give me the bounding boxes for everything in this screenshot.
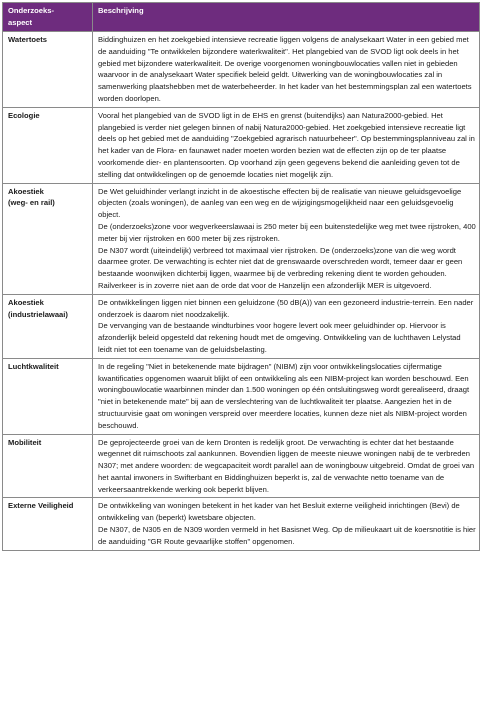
aspect-cell: Ecologie [3,107,93,183]
aspect-cell: Akoestiek (weg- en rail) [3,183,93,294]
description-paragraph: De vervanging van de bestaande windturbines voor hogere levert ook meer geluidhinder op. Hiervoor is afzonderlijk beleid opgesteld dat rekening houdt met de omgeving. Ontwikkeling van de luchthaven Lelystad leidt niet tot een toename van de geluidsbelasting. [98,321,461,354]
description-paragraph: Biddinghuizen en het zoekgebied intensieve recreatie liggen volgens de analysekaart Water in een gebied met de aanduiding "Te ontwikkelen bijzondere waterkwaliteit". Het plangebied van de SVOD ligt ook deels in het gebied met bijzondere waterkwaliteit. De overige voorgenomen woningbouwlocaties vallen niet in gebieden waarvoor in de analysekaart Water specifiek beleid geldt. Uitwerking van de woningbouwlocaties zal in samenwerking plaatshebben met de waterbeheerder. In het kader van het bestemmingsplan zal een watertoets worden doorlopen. [98,35,472,103]
table-row [3,434,480,498]
description-paragraph: De ontwikkelingen liggen niet binnen een geluidzone (50 dB(A)) van een gezoneerd industrie-terrein. Een nader onderzoek is daarom niet noodzakelijk. [98,297,474,319]
description-paragraph: De Wet geluidhinder verlangt inzicht in de akoestische effecten bij de realisatie van nieuwe geluidsgevoelige objecten (zoals woningen), de aanleg van een weg en de wijzigingsmogelijkheid naar een geluidsgevoelig object. [98,186,462,220]
description-cell [93,434,480,498]
description-paragraph: In de regeling "Niet in betekenende mate bijdragen" (NIBM) zijn voor ontwikkelingslocaties cijfermatige kwantificaties opgenomen waaruit blijkt of een ontwikkeling als een NIBM-project kan worden beschouwd. Een woningbouwlocatie waarbinnen minder dan 1.500 woningen op één ontsluitingsweg wordt gerealiseerd, draagt "niet in betekenende mate" bij aan de verslechtering van de luchtkwaliteit ter plaatse. Aangezien het in de structuurvisie gaat om woningen verspreid over meerdere locaties, kunnen deze niet als NIBM-project worden beschouwd. [98,361,470,430]
document-page [2,2,479,551]
description-cell [93,358,480,434]
assessment-table [2,2,480,551]
description-paragraph: De (onderzoeks)zone voor wegverkeerslawaai is 250 meter bij een buitenstedelijke weg met twee rijstroken, 400 meter bij vier rijstroken en 600 meter bij zes rijstroken. [98,221,476,243]
header-description: Beschrijving [93,3,480,32]
table-row [3,183,480,294]
table-row [3,294,480,358]
description-cell [93,183,480,294]
header-aspect: Onderzoeks- aspect [3,3,93,32]
aspect-cell: Akoestiek (industrielawaai) [3,294,93,358]
aspect-cell: Watertoets [3,32,93,108]
description-cell [93,294,480,358]
table-body [3,32,480,551]
description-cell [93,107,480,183]
table-header-row [3,3,480,32]
description-paragraph: De N307 wordt (uiteindelijk) verbreed tot maximaal vier rijstroken. De (onderzoeks)zone van die weg wordt daarmee groter. De verwachting is echter niet dat de grenswaarde overschreden wordt, temeer daar er geen bestaande woonwijken dichterbij liggen, waarmee bij de verbreding rekening dient te worden gehouden. [98,245,463,279]
aspect-cell: Mobiliteit [3,434,93,498]
description-paragraph: Vooral het plangebied van de SVOD ligt in de EHS en grenst (buitendijks) aan Natura2000-gebied. Het plangebied is verder niet gelegen binnen of nabij Natura2000-gebied. Het zoekgebied intensieve recreatie ligt deels op het gebied met de aanduiding "Zoekgebied agrarisch natuurbeheer". Op bestemmingsplanniveau zal in het kader van de Flora- en faunawet nader moeten worden bezien wat de effecten zijn op de ter plaatse voorkomende dier- en plantensoorten. Op voorhand zijn geen gegevens bekend die aanleiding geven tot de stelling dat ontwikkelingen op de genoemde locaties niet mogelijk zijn. [98,110,475,179]
aspect-cell: Externe Veiligheid [3,498,93,550]
description-paragraph: De geprojecteerde groei van de kern Dronten is redelijk groot. De verwachting is echter dat het bestaande wegennet dit ruimschoots zal aankunnen. Bovendien liggen de meeste nieuwe woningen nabij de te verbreden N307; met andere woorden: de wegcapaciteit wordt parallel aan de woningbouw uitgebreid. Omdat de groei van het aantal inwoners in Swifterbant en Biddinghuizen beperkt is, zal de verwachte netto toename van de verkeersaantrekkende werking ook beperkt blijven. [98,437,475,494]
table-row [3,107,480,183]
description-cell [93,32,480,108]
description-paragraph: De ontwikkeling van woningen betekent in het kader van het Besluit externe veiligheid inrichtingen (Bevi) de ontwikkeling van (beperkt) kwetsbare objecten. [98,501,460,523]
description-paragraph: Railverkeer is in zoverre niet aan de orde dat voor de Hanzelijn een afzonderlijk MER is uitgevoerd. [98,280,432,290]
table-row [3,358,480,434]
description-cell [93,498,480,550]
description-paragraph: De N307, de N305 en de N309 worden vermeld in het Basisnet Weg. Op de milieukaart uit de koersnotitie is hier de aanduiding "GR Route gevaarlijke stoffen" opgenomen. [98,525,476,546]
table-row [3,32,480,108]
aspect-cell: Luchtkwaliteit [3,358,93,434]
table-row [3,498,480,550]
